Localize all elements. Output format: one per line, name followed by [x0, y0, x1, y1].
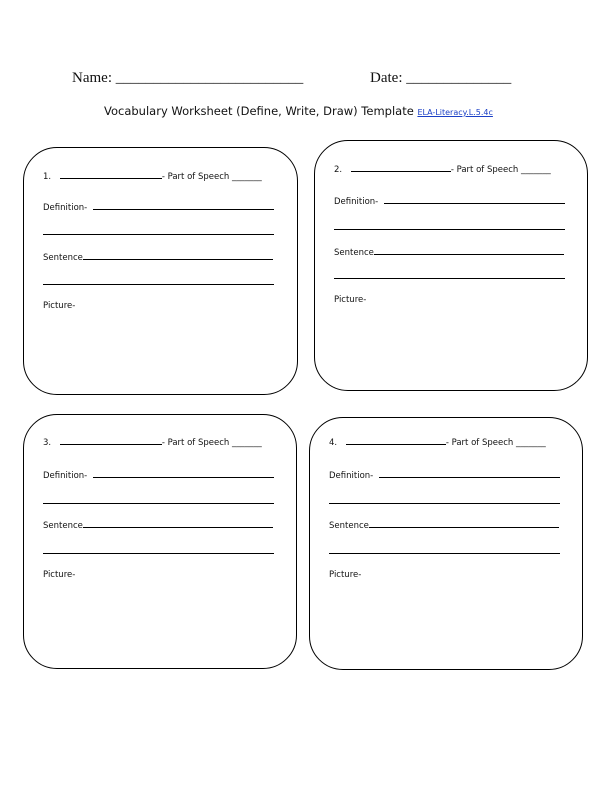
picture-row [43, 301, 75, 311]
picture-label: Picture- [329, 570, 362, 580]
definition-line-2[interactable] [43, 234, 274, 235]
word-blank[interactable] [60, 435, 162, 445]
sentence-blank[interactable] [374, 245, 564, 255]
definition-blank[interactable] [384, 194, 565, 204]
word-blank[interactable] [60, 169, 162, 179]
name-blank[interactable]: _________________________ [115, 70, 304, 86]
definition-line-2[interactable] [329, 503, 560, 504]
sentence-label: Sentence [43, 253, 83, 263]
sentence-blank[interactable] [83, 518, 273, 528]
sentence-line-2[interactable] [43, 284, 274, 285]
part-of-speech-label: - Part of Speech [161, 172, 230, 182]
part-of-speech-label: - Part of Speech [161, 438, 230, 448]
sentence-row [43, 518, 273, 531]
word-row [329, 435, 546, 448]
vocab-card-1 [23, 147, 298, 395]
word-number: 1. [43, 172, 52, 182]
sentence-label: Sentence [329, 521, 369, 531]
sentence-line-2[interactable] [43, 553, 274, 554]
sentence-row [334, 245, 564, 258]
definition-blank[interactable] [379, 468, 560, 478]
sentence-label: Sentence [334, 248, 374, 258]
definition-label: Definition- [43, 471, 88, 481]
definition-label: Definition- [334, 197, 379, 207]
sentence-row [43, 250, 273, 263]
part-of-speech-blank[interactable]: _______ [516, 438, 546, 448]
sentence-line-2[interactable] [329, 553, 560, 554]
vocab-card-2 [314, 140, 588, 391]
definition-row [329, 468, 560, 481]
picture-row [43, 570, 75, 580]
part-of-speech-blank[interactable]: _______ [232, 438, 262, 448]
picture-label: Picture- [43, 570, 76, 580]
title-text: Vocabulary Worksheet (Define, Write, Draw) Template [104, 104, 414, 118]
part-of-speech-blank[interactable]: _______ [232, 172, 262, 182]
picture-row [334, 295, 366, 305]
vocab-card-4 [309, 417, 583, 670]
name-field[interactable] [72, 70, 303, 87]
sentence-blank[interactable] [369, 518, 559, 528]
definition-label: Definition- [43, 203, 88, 213]
part-of-speech-label: - Part of Speech [450, 165, 519, 175]
date-blank[interactable]: ______________ [406, 70, 512, 86]
standard-link[interactable]: ELA-Literacy.L.5.4c [417, 108, 493, 117]
word-row [43, 169, 262, 182]
part-of-speech-label: - Part of Speech [445, 438, 514, 448]
name-label: Name: [72, 70, 112, 86]
sentence-row [329, 518, 559, 531]
date-label: Date: [370, 70, 403, 86]
picture-label: Picture- [334, 295, 367, 305]
word-number: 3. [43, 438, 52, 448]
sentence-line-2[interactable] [334, 278, 565, 279]
word-blank[interactable] [351, 162, 451, 172]
picture-row [329, 570, 361, 580]
word-number: 4. [329, 438, 338, 448]
definition-label: Definition- [329, 471, 374, 481]
definition-blank[interactable] [93, 468, 274, 478]
definition-blank[interactable] [93, 200, 274, 210]
sentence-label: Sentence [43, 521, 83, 531]
part-of-speech-blank[interactable]: _______ [521, 165, 551, 175]
word-row [334, 162, 551, 175]
definition-line-2[interactable] [334, 229, 565, 230]
vocab-card-3 [23, 414, 297, 669]
definition-line-2[interactable] [43, 503, 274, 504]
picture-label: Picture- [43, 301, 76, 311]
definition-row [43, 468, 274, 481]
sentence-blank[interactable] [83, 250, 273, 260]
definition-row [334, 194, 565, 207]
word-number: 2. [334, 165, 343, 175]
word-row [43, 435, 262, 448]
worksheet-title [104, 104, 493, 118]
word-blank[interactable] [346, 435, 446, 445]
definition-row [43, 200, 274, 213]
date-field[interactable] [370, 70, 511, 87]
